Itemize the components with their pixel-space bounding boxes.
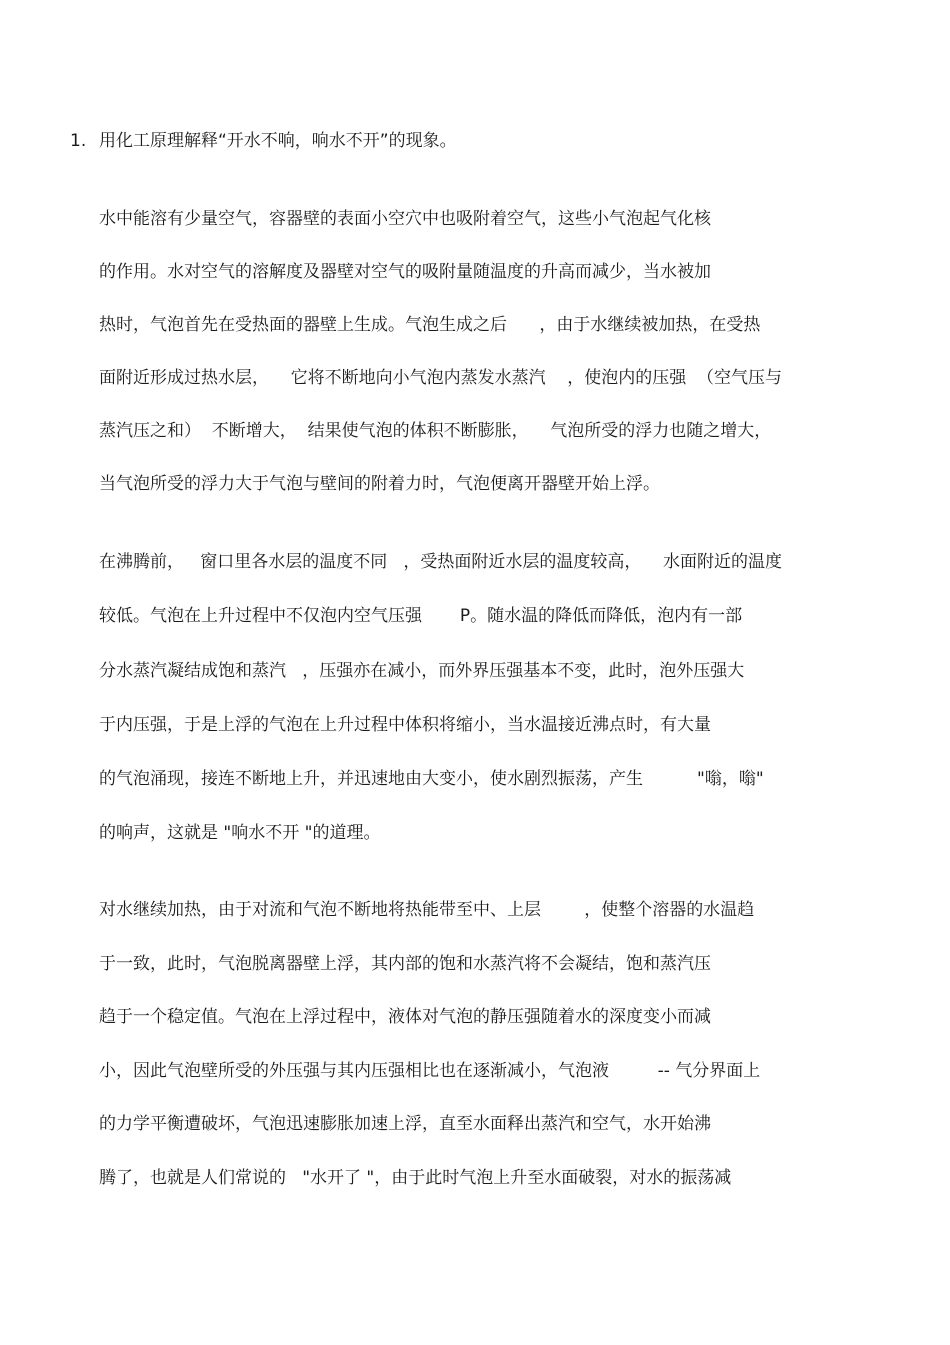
paragraph-line: 分水蒸汽凝结成饱和蒸汽 ，压强亦在减小，而外界压强基本不变，此时，泡外压强大 (99, 661, 745, 681)
paragraph-line: 面附近形成过热水层， 它将不断地向小气泡内蒸发水蒸汽 ，使泡内的压强 （空气压与 (99, 368, 783, 388)
paragraph-line: 水中能溶有少量空气，容器壁的表面小空穴中也吸附着空气，这些小气泡起气化核 (99, 209, 711, 229)
paragraph-line: 于内压强，于是上浮的气泡在上升过程中体积将缩小，当水温接近沸点时，有大量 (99, 715, 711, 735)
question-number: 1. (70, 131, 87, 151)
paragraph-line: 于一致，此时，气泡脱离器壁上浮，其内部的饱和水蒸汽将不会凝结，饱和蒸汽压 (99, 954, 711, 974)
paragraph-line: 对水继续加热，由于对流和气泡不断地将热能带至中、上层 ，使整个溶器的水温趋 (99, 900, 755, 920)
paragraph-line: 的作用。水对空气的溶解度及器壁对空气的吸附量随温度的升高而减少，当水被加 (99, 262, 711, 282)
paragraph-line: 小，因此气泡壁所受的外压强与其内压强相比也在逐渐减小，气泡液 -- 气分界面上 (99, 1061, 761, 1081)
paragraph-line: 腾了，也就是人们常说的 "水开了 "，由于此时气泡上升至水面破裂，对水的振荡减 (99, 1168, 732, 1188)
paragraph-line: 蒸汽压之和） 不断增大， 结果使气泡的体积不断膨胀， 气泡所受的浮力也随之增大， (99, 421, 772, 441)
paragraph-line: 趋于一个稳定值。气泡在上浮过程中，液体对气泡的静压强随着水的深度变小而减 (99, 1007, 711, 1027)
paragraph-line: 较低。气泡在上升过程中不仅泡内空气压强 P。随水温的降低而降低，泡内有一部 (99, 606, 743, 626)
paragraph-line: 的气泡涌现，接连不断地上升，并迅速地由大变小，使水剧烈振荡，产生 "嗡，嗡" (99, 769, 764, 789)
paragraph-line: 热时，气泡首先在受热面的器壁上生成。气泡生成之后 ，由于水继续被加热，在受热 (99, 315, 761, 335)
paragraph-line: 的力学平衡遭破坏，气泡迅速膨胀加速上浮，直至水面释出蒸汽和空气，水开始沸 (99, 1114, 711, 1134)
paragraph-line: 的响声，这就是 "响水不开 "的道理。 (99, 823, 381, 843)
paragraph-line: 在沸腾前， 窗口里各水层的温度不同 ，受热面附近水层的温度较高， 水面附近的温度 (99, 552, 783, 572)
question-title: 用化工原理解释“开水不响，响水不开”的现象。 (99, 131, 457, 151)
paragraph-line: 当气泡所受的浮力大于气泡与壁间的附着力时，气泡便离开器壁开始上浮。 (99, 474, 660, 494)
